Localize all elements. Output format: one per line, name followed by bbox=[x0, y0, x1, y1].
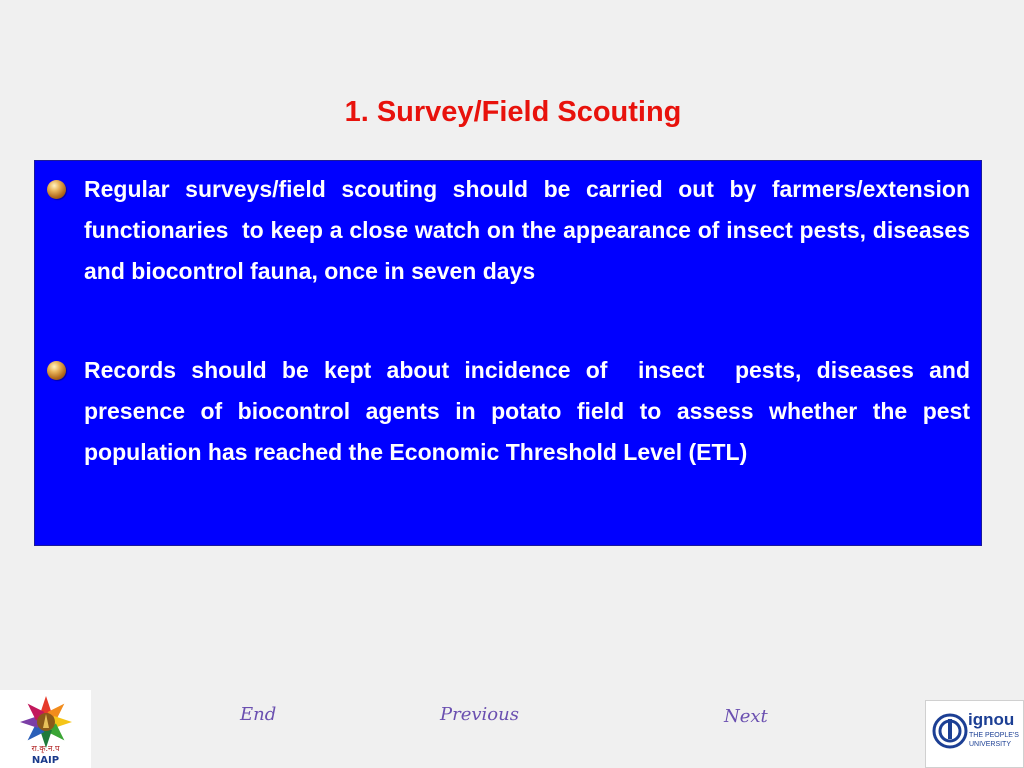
next-link[interactable]: Next bbox=[724, 706, 768, 727]
content-box bbox=[34, 160, 982, 546]
slide-title: 1. Survey/Field Scouting bbox=[344, 96, 682, 128]
bullet-text: Records should be kept about incidence of insect pests, diseases and presence of biocontrol agents in potato field to assess whether the pest population has reached the Economic Threshold Level (ETL) bbox=[84, 357, 977, 465]
naip-name: NAIP bbox=[31, 755, 60, 766]
ignou-logo bbox=[925, 700, 1024, 768]
bullet-ball-icon bbox=[47, 180, 66, 199]
bullet-ball-icon bbox=[47, 361, 66, 380]
footer-navigation bbox=[0, 704, 1024, 734]
end-link[interactable]: End bbox=[240, 704, 277, 725]
previous-link[interactable]: Previous bbox=[440, 704, 519, 725]
ignou-name: ignou bbox=[968, 710, 1015, 729]
ignou-logo-icon bbox=[932, 713, 968, 749]
naip-logo bbox=[0, 690, 91, 768]
bullet-text: Regular surveys/field scouting should be carried out by farmers/extension functionaries to keep a close watch on the appearance of insect pests, diseases and biocontrol fauna, once in seven days bbox=[84, 176, 977, 284]
naip-sub-text: रा.कृ.न.प bbox=[31, 744, 60, 753]
ignou-tagline: THE PEOPLE'S UNIVERSITY bbox=[969, 732, 1019, 748]
